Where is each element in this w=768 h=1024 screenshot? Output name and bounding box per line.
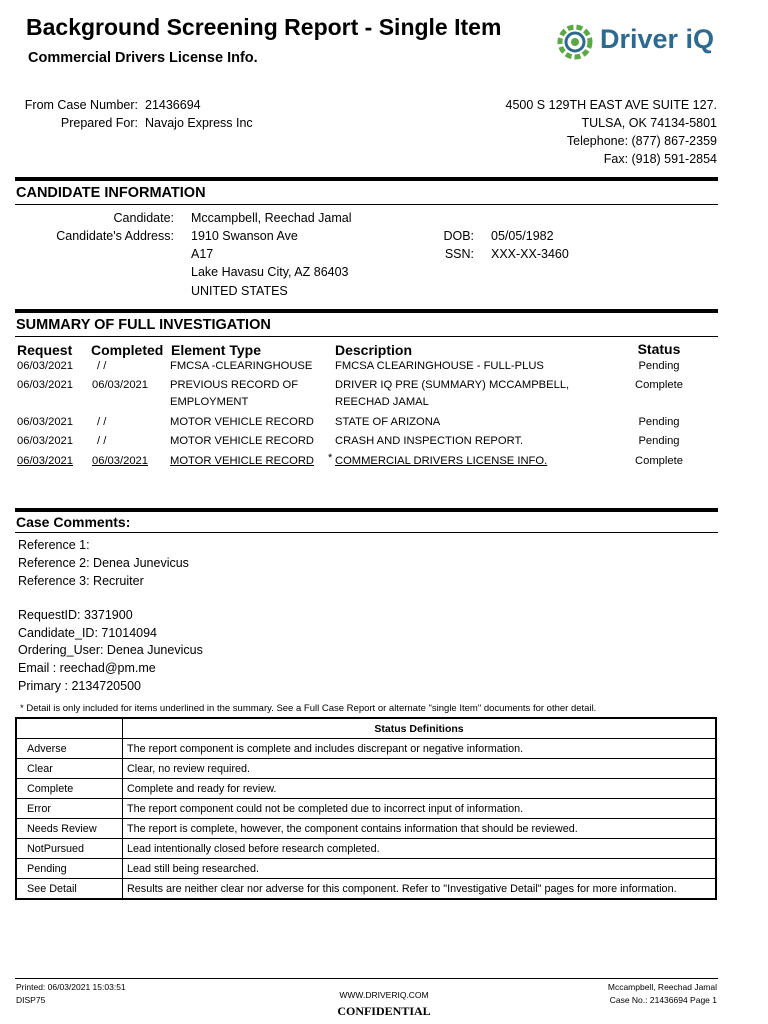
row-completed: 06/03/2021	[92, 455, 148, 467]
row-request: 06/03/2021	[17, 360, 73, 372]
company-fax: Fax: (918) 591-2854	[603, 152, 717, 166]
row-request: 06/03/2021	[17, 379, 73, 391]
dob-label: DOB:	[443, 229, 474, 243]
candidate-address-label: Candidate's Address:	[56, 229, 174, 243]
status-definition: Clear, no review required.	[123, 759, 717, 779]
row-completed: / /	[97, 360, 107, 372]
row-description: STATE OF ARIZONA	[335, 416, 441, 428]
row-element: MOTOR VEHICLE RECORD	[170, 455, 315, 467]
table-row	[16, 819, 716, 839]
company-address-1: 4500 S 129TH EAST AVE SUITE 127.	[505, 98, 717, 112]
row-status: Complete	[635, 379, 683, 391]
comment-line: RequestID: 3371900	[18, 608, 133, 622]
footer-rule	[15, 978, 718, 979]
report-subtitle: Commercial Drivers License Info.	[28, 50, 258, 66]
printed-timestamp: Printed: 06/03/2021 15:03:51	[16, 982, 126, 992]
detail-marker: *	[328, 452, 333, 464]
row-completed: 06/03/2021	[92, 379, 148, 391]
table-row	[16, 859, 716, 879]
candidate-name: Mccampbell, Reechad Jamal	[191, 211, 352, 225]
company-telephone: Telephone: (877) 867-2359	[566, 134, 717, 148]
row-status: Pending	[638, 416, 680, 428]
status-term: Adverse	[16, 739, 123, 759]
footer-website: WWW.DRIVERIQ.COM	[339, 990, 429, 1000]
table-header-row	[16, 718, 716, 739]
section-rule	[15, 532, 718, 533]
comment-line: Ordering_User: Denea Junevicus	[18, 643, 203, 657]
row-request: 06/03/2021	[17, 416, 73, 428]
section-rule	[15, 309, 718, 313]
status-term: Clear	[16, 759, 123, 779]
row-element: PREVIOUS RECORD OF	[170, 379, 299, 391]
status-definition: Results are neither clear nor adverse for this component. Refer to "Investigative Detail" pages for more information.	[123, 879, 717, 900]
status-definition: The report is complete, however, the component contains information that should be reviewed.	[123, 819, 717, 839]
row-description: CRASH AND INSPECTION REPORT.	[335, 435, 524, 447]
status-term: Complete	[16, 779, 123, 799]
status-definition: The report component could not be completed due to incorrect input of information.	[123, 799, 717, 819]
footer-candidate: Mccampbell, Reechad Jamal	[607, 982, 717, 992]
row-description: FMCSA CLEARINGHOUSE - FULL-PLUS	[335, 360, 544, 372]
row-completed: / /	[97, 416, 107, 428]
status-definition: Lead intentionally closed before research completed.	[123, 839, 717, 859]
section-rule	[15, 508, 718, 512]
table-row	[16, 799, 716, 819]
logo-gear-icon	[556, 23, 594, 61]
address-line: UNITED STATES	[191, 284, 288, 298]
candidate-section-title: CANDIDATE INFORMATION	[16, 185, 206, 201]
table-row	[16, 879, 716, 900]
from-case-label: From Case Number:	[24, 98, 138, 112]
col-header-element: Element Type	[171, 342, 261, 358]
address-line: 1910 Swanson Ave	[191, 229, 298, 243]
row-description-cont: REECHAD JAMAL	[335, 396, 429, 408]
footnote: * Detail is only included for items underlined in the summary. See a Full Case Report or alternate "single Item" documents for other detail.	[20, 703, 597, 714]
section-rule	[15, 204, 718, 205]
col-header-completed: Completed	[91, 342, 164, 358]
from-case-value: 21436694	[145, 98, 201, 112]
table-row	[16, 739, 716, 759]
dob-value: 05/05/1982	[491, 229, 554, 243]
table-header-empty	[16, 718, 123, 739]
summary-section-title: SUMMARY OF FULL INVESTIGATION	[16, 317, 271, 333]
row-request: 06/03/2021	[17, 455, 73, 467]
company-address-2: TULSA, OK 74134-5801	[581, 116, 717, 130]
row-description: COMMERCIAL DRIVERS LICENSE INFO.	[335, 455, 548, 467]
status-term: Needs Review	[16, 819, 123, 839]
row-status: Pending	[638, 435, 680, 447]
comment-line: Reference 2: Denea Junevicus	[18, 556, 189, 570]
row-status: Pending	[638, 360, 680, 372]
comment-line: Candidate_ID: 71014094	[18, 626, 158, 640]
row-request: 06/03/2021	[17, 435, 73, 447]
row-status: Complete	[635, 455, 683, 467]
status-term: Error	[16, 799, 123, 819]
status-definitions-table	[15, 717, 717, 900]
comments-title: Case Comments:	[16, 514, 131, 530]
col-header-description: Description	[335, 342, 413, 358]
status-term: See Detail	[16, 879, 123, 900]
address-line: Lake Havasu City, AZ 86403	[191, 265, 349, 279]
section-rule	[15, 177, 718, 181]
comment-line: Reference 1:	[18, 538, 90, 552]
comment-line: Reference 3: Recruiter	[18, 574, 144, 588]
table-row	[16, 759, 716, 779]
row-element: FMCSA -CLEARINGHOUSE	[170, 360, 313, 372]
row-element-cont: EMPLOYMENT	[170, 396, 249, 408]
comment-line: Email : reechad@pm.me	[18, 661, 156, 675]
row-completed: / /	[97, 435, 107, 447]
section-rule	[15, 336, 718, 337]
confidential-label: CONFIDENTIAL	[337, 1004, 431, 1018]
logo-text: Driver iQ	[600, 24, 715, 54]
prepared-for-value: Navajo Express Inc	[145, 116, 253, 130]
comment-line: Primary : 2134720500	[18, 679, 141, 693]
row-element: MOTOR VEHICLE RECORD	[170, 416, 315, 428]
ssn-label: SSN:	[444, 247, 474, 261]
status-definition: Complete and ready for review.	[123, 779, 717, 799]
col-header-request: Request	[17, 342, 73, 358]
status-term: NotPursued	[16, 839, 123, 859]
prepared-for-label: Prepared For:	[60, 116, 138, 130]
row-element: MOTOR VEHICLE RECORD	[170, 435, 315, 447]
col-header-status: Status	[637, 341, 681, 357]
candidate-label: Candidate:	[113, 211, 174, 225]
status-definitions-title: Status Definitions	[123, 718, 717, 739]
ssn-value: XXX-XX-3460	[491, 247, 569, 261]
report-title: Background Screening Report - Single Item	[26, 14, 502, 40]
address-line: A17	[191, 247, 214, 261]
table-row	[16, 779, 716, 799]
table-row	[16, 839, 716, 859]
status-definition: Lead still being researched.	[123, 859, 717, 879]
footer-case-page: Case No.: 21436694 Page 1	[609, 995, 717, 1005]
form-code: DISP75	[16, 995, 46, 1005]
status-definition: The report component is complete and includes discrepant or negative information.	[123, 739, 717, 759]
row-description: DRIVER IQ PRE (SUMMARY) MCCAMPBELL,	[335, 379, 570, 391]
status-term: Pending	[16, 859, 123, 879]
driveriq-logo	[556, 20, 726, 64]
